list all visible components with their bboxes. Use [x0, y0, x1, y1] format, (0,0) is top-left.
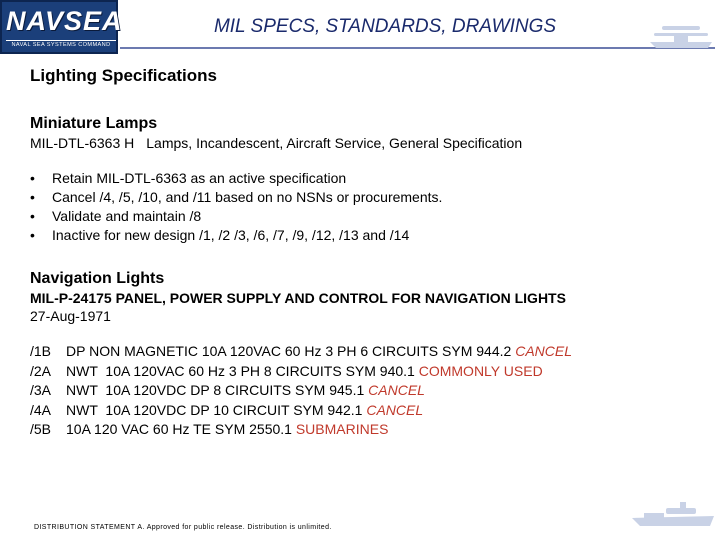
item-code: /2A	[30, 362, 52, 379]
section-heading-miniature: Miniature Lamps	[30, 115, 158, 132]
bullet: •	[30, 189, 35, 205]
distribution-statement: DISTRIBUTION STATEMENT A. Approved for public release. Distribution is unlimited.	[34, 524, 332, 531]
spec-title: Lamps, Incandescent, Aircraft Service, General Specification	[146, 135, 523, 151]
slide-title: MIL SPECS, STANDARDS, DRAWINGS	[213, 16, 557, 37]
list-item	[30, 381, 710, 401]
logo-wordmark: NAVSEA	[6, 6, 123, 36]
list-item: • Inactive for new design /1, /2 /3, /6, /7, /9, /12, /13 and /14	[30, 227, 410, 243]
status-label: COMMONLY USED	[418, 362, 543, 379]
logo-tagline: NAVAL SEA SYSTEMS COMMAND	[6, 40, 116, 48]
status-label: CANCEL	[515, 343, 572, 359]
navigation-spec-line: MIL-P-24175 PANEL, POWER SUPPLY AND CONTROL FOR NAVIGATION LIGHTS	[30, 290, 566, 306]
list-item: • Retain MIL-DTL-6363 as an active specification	[30, 170, 347, 186]
section-heading-navigation: Navigation Lights	[30, 270, 165, 287]
navigation-spec-date: 27-Aug-1971	[30, 308, 111, 324]
item-description: NWT 10A 120VDC DP 10 CIRCUIT SYM 942.1	[66, 401, 367, 418]
header-divider	[120, 47, 715, 49]
spec-id: MIL-DTL-6363 H	[30, 135, 135, 151]
item-code: /4A	[30, 401, 52, 418]
item-description: NWT 10A 120VDC DP 8 CIRCUITS SYM 945.1	[66, 382, 369, 398]
status-label: CANCEL	[368, 382, 425, 398]
bullet: •	[30, 170, 35, 186]
list-item	[30, 362, 710, 382]
status-label: SUBMARINES	[295, 421, 389, 437]
page-title: Lighting Specifications	[30, 66, 218, 85]
list-item: • Cancel /4, /5, /10, and /11 based on no NSNs or procurements.	[30, 189, 443, 205]
ship-icon	[648, 24, 714, 52]
bullet: •	[30, 208, 35, 224]
list-item	[30, 401, 710, 421]
miniature-spec-line	[30, 135, 710, 151]
list-item: • Validate and maintain /8	[30, 208, 202, 224]
bullet: •	[30, 227, 35, 243]
item-description: DP NON MAGNETIC 10A 120VAC 60 Hz 3 PH 6 CIRCUITS SYM 944.2	[66, 343, 516, 359]
slide-content	[30, 66, 710, 440]
item-description: NWT 10A 120VAC 60 Hz 3 PH 8 CIRCUITS SYM 940.1	[66, 362, 419, 379]
list-item	[30, 420, 710, 440]
item-code: /1B	[30, 343, 52, 359]
ship-icon	[630, 500, 716, 530]
item-description: 10A 120 VAC 60 Hz TE SYM 2550.1	[66, 421, 296, 437]
miniature-bullets	[30, 169, 710, 245]
list-item	[30, 342, 710, 362]
item-code: /5B	[30, 421, 52, 437]
item-code: /3A	[30, 382, 52, 398]
status-label: CANCEL	[366, 401, 424, 418]
navsea-logo	[0, 0, 123, 54]
navigation-items	[30, 342, 710, 440]
